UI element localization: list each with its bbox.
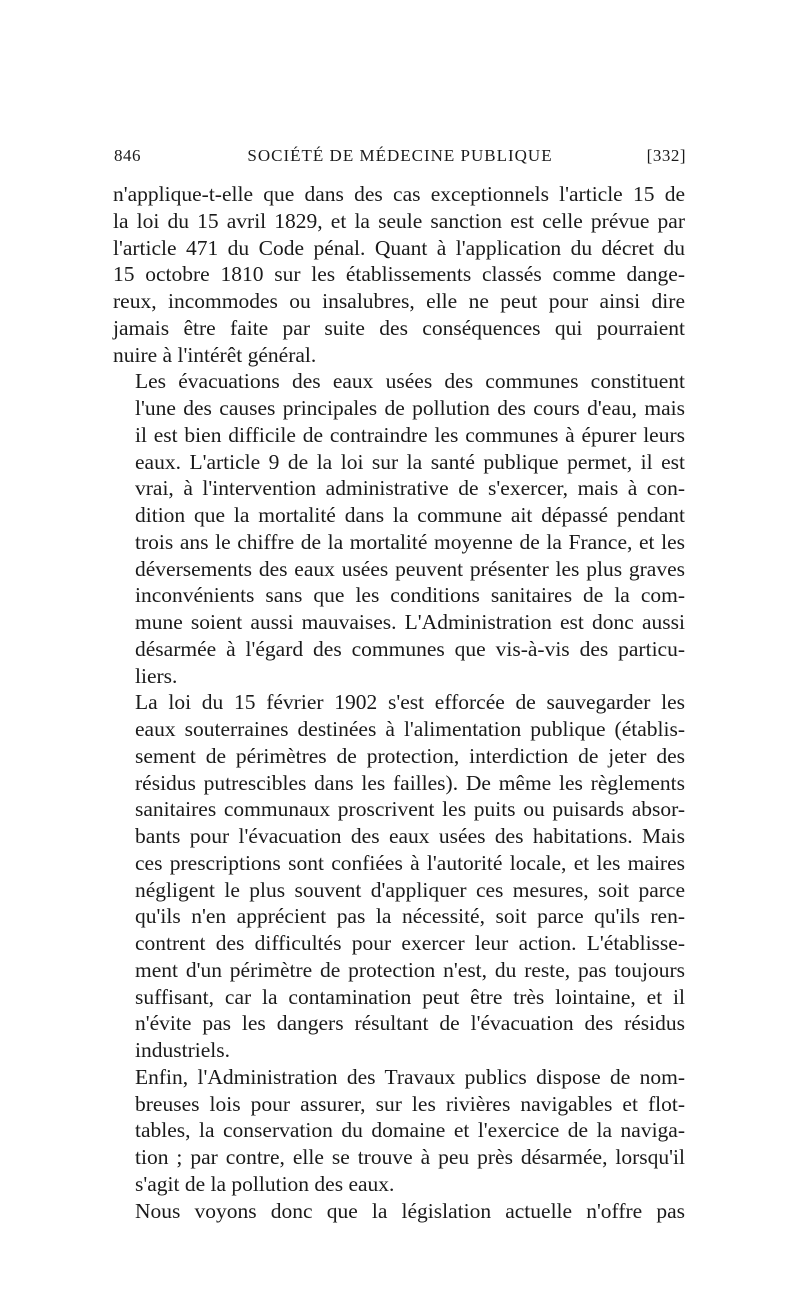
text-line: sanitaires communaux proscrivent les puits ou puisards absor- (135, 797, 685, 822)
text-line: trois ans le chiffre de la mortalité moyenne de la France, et les (135, 529, 685, 554)
running-title: SOCIÉTÉ DE MÉDECINE PUBLIQUE (247, 146, 553, 165)
text-line: reux, incommodes ou insalubres, elle ne peut pour ainsi dire (113, 289, 685, 313)
text-line: n'évite pas les dangers résultant de l'évacuation des résidus (135, 1011, 685, 1036)
text-line: ment d'un périmètre de protection n'est, du reste, pas toujours (135, 957, 685, 982)
paragraph (113, 1064, 685, 1198)
text-line: mune soient aussi mauvaises. L'Administration est donc aussi (135, 610, 685, 634)
text-line: qu'ils n'en apprécient pas la nécessité, soit parce qu'ils ren- (135, 904, 685, 929)
text-line: suffisant, car la contamination peut être très lointaine, et il (135, 984, 685, 1009)
text-line: Enfin, l'Administration des Travaux publics dispose de nom- (135, 1064, 685, 1089)
text-line: l'article 471 du Code pénal. Quant à l'application du décret du (113, 235, 685, 260)
text-line: contrent des difficultés pour exercer leur action. L'établisse- (135, 931, 685, 955)
text-line: liers. (135, 663, 178, 688)
text-line: jamais être faite par suite des conséquences qui pourraient (113, 315, 685, 340)
text-line: La loi du 15 février 1902 s'est efforcée de sauvegarder les (135, 690, 685, 715)
text-line: ces prescriptions sont confiées à l'autorité locale, et les maires (135, 850, 685, 875)
text-line: dition que la mortalité dans la commune ait dépassé pendant (135, 503, 685, 527)
text-line: vrai, à l'intervention administrative de s'exercer, mais à con- (135, 476, 685, 501)
paragraph (113, 368, 685, 689)
text-line: bants pour l'évacuation des eaux usées des habitations. Mais (135, 824, 685, 848)
running-head (114, 146, 686, 172)
text-line: sement de périmètres de protection, interdiction de jeter des (135, 743, 685, 768)
text-line: s'agit de la pollution des eaux. (135, 1171, 395, 1196)
text-line: industriels. (135, 1038, 230, 1062)
text-line: 15 octobre 1810 sur les établissements classés comme dange- (113, 262, 685, 287)
text-line: nuire à l'intérêt général. (113, 342, 317, 367)
marginal-number: [332] (646, 146, 686, 165)
text-line: Les évacuations des eaux usées des communes constituent (135, 369, 685, 394)
text-line: n'applique-t-elle que dans des cas exceptionnels l'article 15 de (113, 182, 685, 206)
text-line: tables, la conservation du domaine et l'exercice de la naviga- (135, 1118, 685, 1143)
text-line: négligent le plus souvent d'appliquer ces mesures, soit parce (135, 877, 685, 902)
text-line: inconvénients sans que les conditions sanitaires de la com- (135, 583, 685, 608)
text-line: désarmée à l'égard des communes que vis-à-vis des particu- (135, 636, 685, 661)
text-line: la loi du 15 avril 1829, et la seule sanction est celle prévue par (113, 208, 685, 233)
text-line: tion ; par contre, elle se trouve à peu près désarmée, lorsqu'il (135, 1145, 685, 1169)
body-text (113, 181, 685, 1224)
text-line: Nous voyons donc que la législation actuelle n'offre pas (135, 1198, 685, 1223)
text-line: déversements des eaux usées peuvent présenter les plus graves (135, 556, 685, 581)
text-line: il est bien difficile de contraindre les communes à épurer leurs (135, 422, 685, 447)
paragraph (113, 689, 685, 1064)
text-line: breuses lois pour assurer, sur les rivières navigables et flot- (135, 1091, 685, 1116)
paragraph (113, 1198, 685, 1225)
page-number: 846 (114, 146, 141, 165)
text-line: résidus putrescibles dans les failles). De même les règlements (135, 770, 685, 795)
text-line: eaux souterraines destinées à l'alimentation publique (établis- (135, 717, 685, 741)
paragraph (113, 181, 685, 368)
text-line: eaux. L'article 9 de la loi sur la santé publique permet, il est (135, 449, 685, 474)
text-line: l'une des causes principales de pollution des cours d'eau, mais (135, 396, 685, 420)
